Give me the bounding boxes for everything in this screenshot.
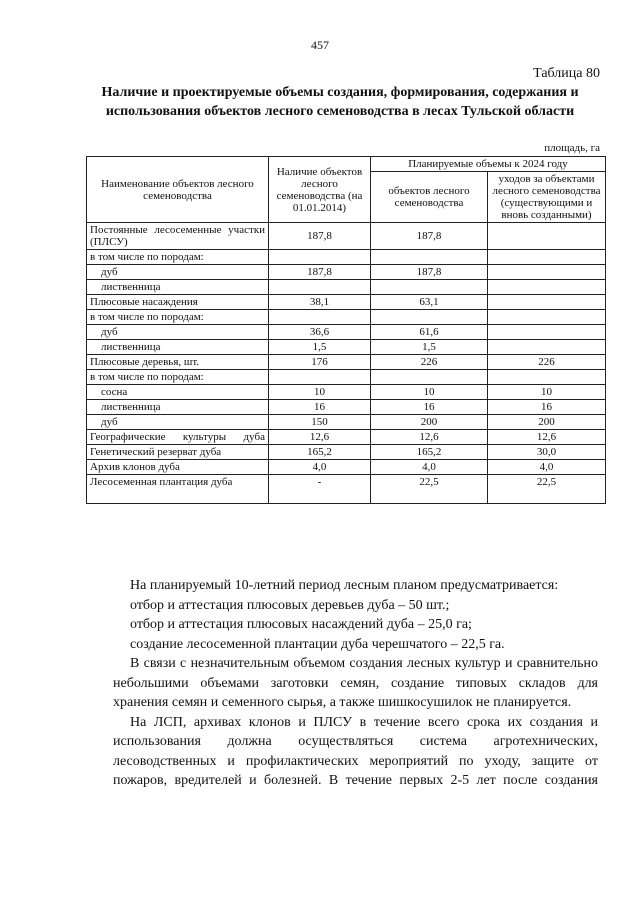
row-care <box>488 280 606 295</box>
row-available: 187,8 <box>269 223 371 250</box>
row-care <box>488 310 606 325</box>
row-available <box>269 250 371 265</box>
table-row <box>87 310 606 325</box>
row-care: 12,6 <box>488 430 606 445</box>
table-row <box>87 280 606 295</box>
table-row <box>87 460 606 475</box>
row-objects: 1,5 <box>371 340 488 355</box>
body-line: На планируемый 10-летний период лесным планом предусматривается: <box>130 578 559 593</box>
row-objects: 187,8 <box>371 223 488 250</box>
row-name: дуб <box>87 415 269 430</box>
row-objects <box>371 280 488 295</box>
row-objects: 61,6 <box>371 325 488 340</box>
body-text <box>113 576 598 791</box>
row-name: Лесосеменная плантация дуба <box>87 475 269 504</box>
row-care: 22,5 <box>488 475 606 504</box>
header-planned-objects: объектов лесного семеноводства <box>371 172 488 223</box>
row-care <box>488 250 606 265</box>
body-paragraph: В связи с незначительным объемом создания лесных культур и сравнительно небольшими объемами заготовки семян, создание типовых складов для хранения семян и семенного сырья, а также шишкосушилок не планируется. <box>113 656 598 710</box>
row-care: 200 <box>488 415 606 430</box>
table-row <box>87 355 606 370</box>
row-objects: 16 <box>371 400 488 415</box>
row-available <box>269 280 371 295</box>
seed-objects-table <box>86 156 606 504</box>
row-objects: 10 <box>371 385 488 400</box>
table-row <box>87 370 606 385</box>
table-row <box>87 445 606 460</box>
table-row <box>87 385 606 400</box>
row-name: Постоянные лесосеменные участки (ПЛСУ) <box>87 223 269 250</box>
row-care <box>488 370 606 385</box>
row-objects <box>371 310 488 325</box>
row-name: в том числе по породам: <box>87 310 269 325</box>
body-line: создание лесосеменной плантации дуба черешчатого – 22,5 га. <box>130 636 505 652</box>
row-name: Генетический резерват дуба <box>87 445 269 460</box>
row-name: в том числе по породам: <box>87 250 269 265</box>
row-care <box>488 265 606 280</box>
page-number: 457 <box>311 38 329 52</box>
row-care: 16 <box>488 400 606 415</box>
row-care <box>488 340 606 355</box>
row-objects: 22,5 <box>371 475 488 504</box>
row-objects <box>371 370 488 385</box>
row-name: лиственница <box>87 280 269 295</box>
row-objects: 12,6 <box>371 430 488 445</box>
table-row <box>87 415 606 430</box>
row-available: - <box>269 475 371 504</box>
row-care <box>488 295 606 310</box>
header-planned-care: уходов за объектами лесного семеноводства (существующими и вновь созданными) <box>488 172 606 223</box>
row-care: 30,0 <box>488 445 606 460</box>
row-name: Архив клонов дуба <box>87 460 269 475</box>
row-name: Плюсовые деревья, шт. <box>87 355 269 370</box>
table-row <box>87 400 606 415</box>
table-row <box>87 265 606 280</box>
row-objects: 200 <box>371 415 488 430</box>
table-row <box>87 223 606 250</box>
row-available: 150 <box>269 415 371 430</box>
row-care <box>488 325 606 340</box>
row-available: 12,6 <box>269 430 371 445</box>
body-line: отбор и аттестация плюсовых насаждений дуба – 25,0 га; <box>130 617 472 632</box>
row-available: 16 <box>269 400 371 415</box>
row-name: дуб <box>87 325 269 340</box>
body-paragraph: На ЛСП, архивах клонов и ПЛСУ в течение всего срока их создания и использования должна осуществляться система агротехнических, лесоводственных и профилактических мероприятий по уходу, защите от пожаров, вредителей и болезней. В течение первых 2-5 лет после создания <box>113 714 598 788</box>
row-available: 38,1 <box>269 295 371 310</box>
table-row <box>87 250 606 265</box>
row-name: лиственница <box>87 340 269 355</box>
row-objects: 4,0 <box>371 460 488 475</box>
row-available <box>269 370 371 385</box>
row-objects: 165,2 <box>371 445 488 460</box>
table-row <box>87 430 606 445</box>
document-title: Наличие и проектируемые объемы создания, формирования, содержания и использования объектов лесного семеноводства в лесах Тульской области <box>101 85 579 119</box>
table-row <box>87 475 606 504</box>
row-available: 4,0 <box>269 460 371 475</box>
row-care: 226 <box>488 355 606 370</box>
table-row <box>87 325 606 340</box>
row-objects: 187,8 <box>371 265 488 280</box>
row-objects: 226 <box>371 355 488 370</box>
unit-label: площадь, га <box>544 142 600 154</box>
row-care: 10 <box>488 385 606 400</box>
row-name: лиственница <box>87 400 269 415</box>
row-available: 165,2 <box>269 445 371 460</box>
row-available: 1,5 <box>269 340 371 355</box>
table-label: Таблица 80 <box>533 66 600 81</box>
row-available: 176 <box>269 355 371 370</box>
row-name: Географические культуры дуба <box>87 430 269 445</box>
row-available <box>269 310 371 325</box>
row-name: в том числе по породам: <box>87 370 269 385</box>
header-name: Наименование объектов лесного семеноводства <box>87 157 269 223</box>
body-line: отбор и аттестация плюсовых деревьев дуба – 50 шт.; <box>130 597 450 613</box>
row-name: дуб <box>87 265 269 280</box>
row-objects <box>371 250 488 265</box>
row-available: 10 <box>269 385 371 400</box>
row-name: Плюсовые насаждения <box>87 295 269 310</box>
header-planned-group: Планируемые объемы к 2024 году <box>371 157 606 172</box>
row-care: 4,0 <box>488 460 606 475</box>
row-name: сосна <box>87 385 269 400</box>
row-care <box>488 223 606 250</box>
header-available: Наличие объектов лесного семеноводства (на 01.01.2014) <box>269 157 371 223</box>
table-row <box>87 340 606 355</box>
row-available: 187,8 <box>269 265 371 280</box>
row-objects: 63,1 <box>371 295 488 310</box>
row-available: 36,6 <box>269 325 371 340</box>
table-row <box>87 295 606 310</box>
